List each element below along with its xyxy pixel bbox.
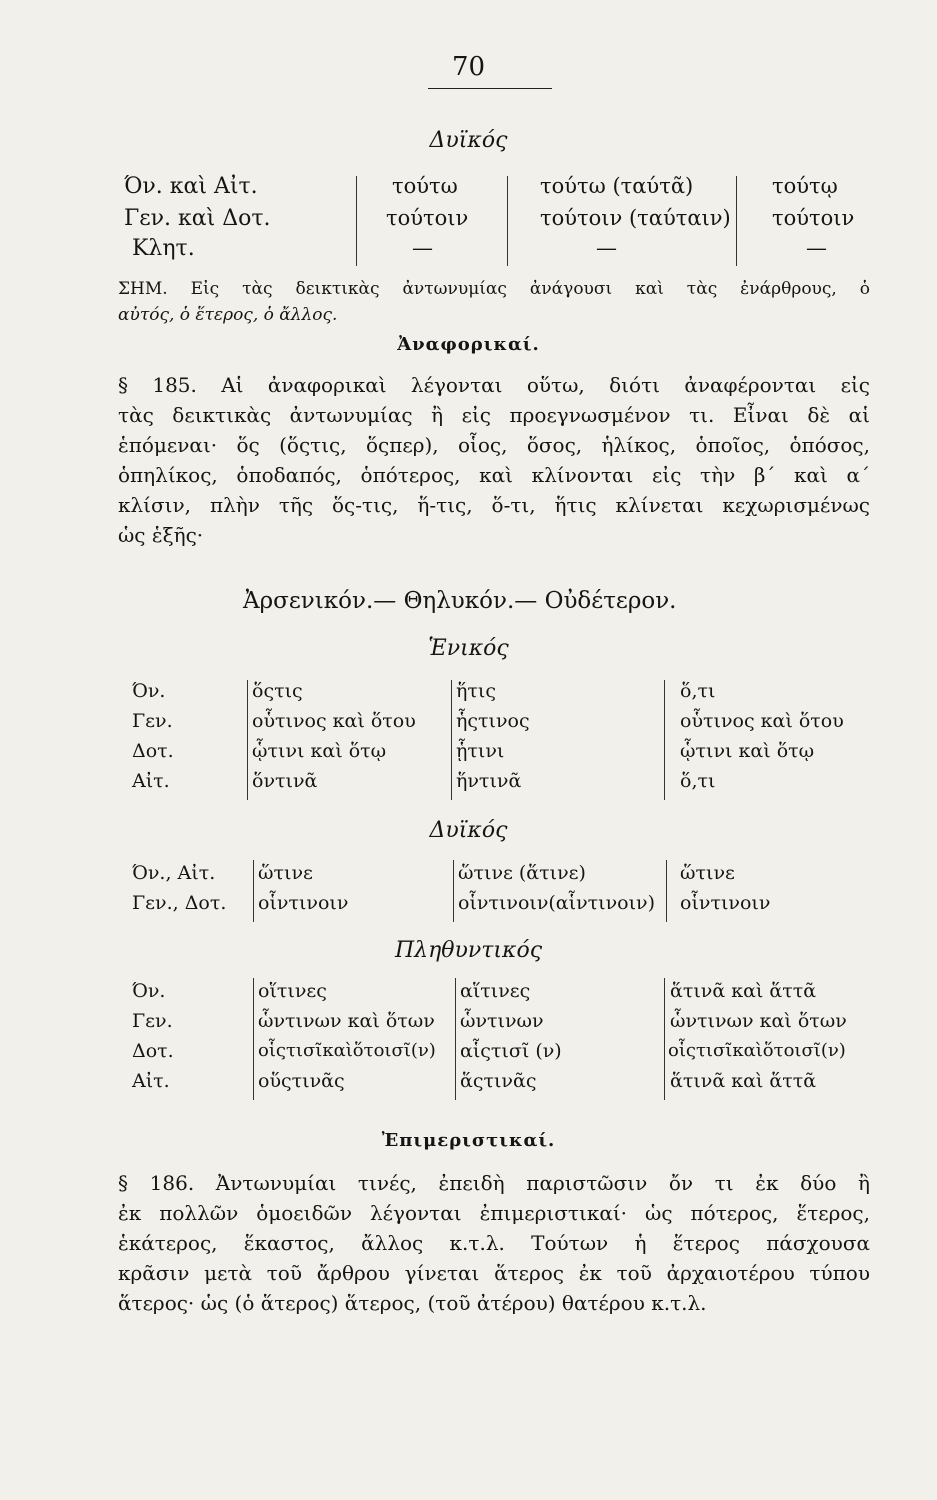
column-divider	[666, 860, 667, 922]
column-divider	[507, 176, 508, 266]
masc-cell: οἷντινοιν	[258, 892, 349, 914]
fem-cell: τούτω (ταύτᾶ)	[540, 174, 694, 198]
paragraph-line: ἅτερος· ὡς (ὁ ἅτερος) ἅτερος, (τοῦ ἀτέρου) θατέρου κ.τ.λ.	[118, 1291, 707, 1315]
header-rule	[428, 88, 552, 89]
column-divider	[356, 176, 357, 266]
masc-cell: ὅντινᾶ	[252, 770, 318, 792]
fem-cell: ἥτις	[456, 680, 496, 702]
genders-line: Ἀρσενικόν.— Θηλυκόν.— Οὐδέτερον.	[243, 588, 677, 614]
case-label: Όν.	[132, 980, 166, 1002]
masc-cell: οὕςτινᾶς	[258, 1070, 345, 1092]
column-divider	[453, 860, 454, 922]
neut-cell: ᾧτινι καὶ ὅτῳ	[680, 740, 815, 762]
paragraph-line: ἑπόμεναι· ὅς (ὅςτις, ὅςπερ), οἷος, ὅσος, ἡλίκος, ὁποῖος, ὁπόσος,	[118, 433, 870, 457]
fem-cell: ὧντινων	[460, 1010, 544, 1032]
fem-cell: —	[596, 236, 617, 260]
neut-cell: οἷντινοιν	[680, 892, 771, 914]
fem-cell: οἷντινοιν(αἷντινοιν)	[458, 892, 655, 914]
fem-cell: ὥτινε (ἅτινε)	[458, 862, 586, 884]
note-paragraph	[118, 276, 870, 328]
case-label: Γεν.	[132, 710, 173, 732]
masc-cell: οἷςτισῖκαὶὅτοισῖ(ν)	[258, 1040, 436, 1061]
column-divider	[664, 680, 665, 800]
paragraph-line: τὰς δεικτικὰς ἀντωνυμίας ἢ εἰς προεγνωσμένον τι. Εἶναι δὲ αἱ	[118, 403, 870, 427]
case-label: Γεν., Δοτ.	[132, 892, 227, 914]
paragraph-line: § 186. Ἀντωνυμίαι τινές, ἐπειδὴ παριστῶσιν ὄν τι ἐκ δύο ἢ	[118, 1171, 870, 1195]
fem-cell: ἥντινᾶ	[456, 770, 522, 792]
dual-top-title: Δυϊκός	[429, 128, 508, 153]
page-number: 70	[451, 52, 486, 82]
neut-cell: ἅτινᾶ καὶ ἅττᾶ	[670, 980, 817, 1002]
masc-cell: ὥτινε	[258, 862, 313, 884]
case-label: Όν. καὶ Αἰτ.	[124, 174, 258, 199]
neut-cell: ὅ,τι	[680, 680, 716, 702]
column-divider	[253, 978, 254, 1100]
case-label: Όν., Αἰτ.	[132, 862, 216, 884]
column-divider	[455, 978, 456, 1100]
fem-cell: ᾗτινι	[456, 740, 505, 762]
neut-cell: ὧντινων καὶ ὅτων	[670, 1010, 847, 1032]
neut-cell: τούτοιν	[772, 206, 855, 230]
neut-cell: ὅ,τι	[680, 770, 716, 792]
fem-cell: αἵτινες	[460, 980, 531, 1002]
case-label: Δοτ.	[132, 1040, 174, 1062]
neut-cell: οὗτινος καὶ ὅτου	[680, 710, 844, 732]
plural-title: Πληθυντικός	[394, 938, 543, 963]
paragraph-line: κρᾶσιν μετὰ τοῦ ἄρθρου γίνεται ἅτερος ἐκ τοῦ ἀρχαιοτέρου τύπου	[118, 1261, 870, 1285]
masc-cell: —	[412, 236, 433, 260]
case-label: Δοτ.	[132, 740, 174, 762]
neut-cell: ἅτινᾶ καὶ ἅττᾶ	[670, 1070, 817, 1092]
fem-cell: ἧςτινος	[456, 710, 530, 732]
masc-cell: ᾧτινι καὶ ὅτῳ	[252, 740, 387, 762]
section-heading-relative: Ἀναφορικαί.	[397, 334, 540, 355]
fem-cell: ἅςτινᾶς	[460, 1070, 537, 1092]
masc-cell: οὗτινος καὶ ὅτου	[252, 710, 416, 732]
masc-cell: οἵτινες	[258, 980, 327, 1002]
column-divider	[247, 680, 248, 800]
masc-cell: τούτω	[392, 174, 458, 198]
column-divider	[736, 176, 737, 266]
note-line: ΣΗΜ. Εἰς τὰς δεικτικὰς ἀντωνυμίας ἀνάγουσι καὶ τὰς ἐνάρθρους, ὁ	[118, 279, 870, 299]
paragraph-line: ἐκ πολλῶν ὁμοειδῶν λέγονται ἐπιμεριστικαί· ὡς πότερος, ἕτερος,	[118, 1201, 870, 1225]
fem-cell: αἷςτισῖ (ν)	[460, 1040, 562, 1062]
column-divider	[451, 680, 452, 800]
note-line: αὐτός, ὁ ἕτερος, ὁ ἄλλος.	[118, 305, 338, 325]
case-label: Όν.	[132, 680, 166, 702]
masc-cell: ὅςτις	[252, 680, 303, 702]
paragraph-line: κλίσιν, πλὴν τῆς ὅς-τις, ἥ-τις, ὅ-τι, ἥτις κλίνεται κεχωρισμένως	[118, 493, 870, 517]
section-heading-distributive: Ἐπιμεριστικαί.	[381, 1130, 556, 1151]
dual-title: Δυϊκός	[429, 818, 508, 843]
paragraph-line: ὡς ἑξῆς·	[118, 523, 204, 547]
column-divider	[664, 978, 665, 1100]
case-label: Αἰτ.	[132, 1070, 170, 1092]
neut-cell: τούτῳ	[772, 174, 838, 198]
neut-cell: —	[806, 236, 827, 260]
case-label: Γεν. καὶ Δοτ.	[124, 206, 271, 231]
masc-cell: τούτοιν	[386, 206, 469, 230]
neut-cell: ὥτινε	[680, 862, 735, 884]
paragraph-185	[118, 370, 870, 550]
masc-cell: ὧντινων καὶ ὅτων	[258, 1010, 435, 1032]
case-label: Γεν.	[132, 1010, 173, 1032]
fem-cell: τούτοιν (ταύταιν)	[540, 206, 731, 230]
paragraph-186	[118, 1168, 870, 1318]
paragraph-line: § 185. Αἱ ἀναφορικαὶ λέγονται οὕτω, διότι ἀναφέρονται εἰς	[118, 373, 870, 397]
neut-cell: οἷςτισῖκαὶὅτοισῖ(ν)	[668, 1040, 846, 1061]
paragraph-line: ὁπηλίκος, ὁποδαπός, ὁπότερος, καὶ κλίνονται εἰς τὴν β΄ καὶ α΄	[118, 463, 870, 487]
case-label: Κλητ.	[132, 236, 195, 261]
case-label: Αἰτ.	[132, 770, 170, 792]
paragraph-line: ἑκάτερος, ἕκαστος, ἄλλος κ.τ.λ. Τούτων ἡ ἕτερος πάσχουσα	[118, 1231, 870, 1255]
singular-title: Ἑνικός	[428, 636, 509, 661]
column-divider	[253, 860, 254, 922]
